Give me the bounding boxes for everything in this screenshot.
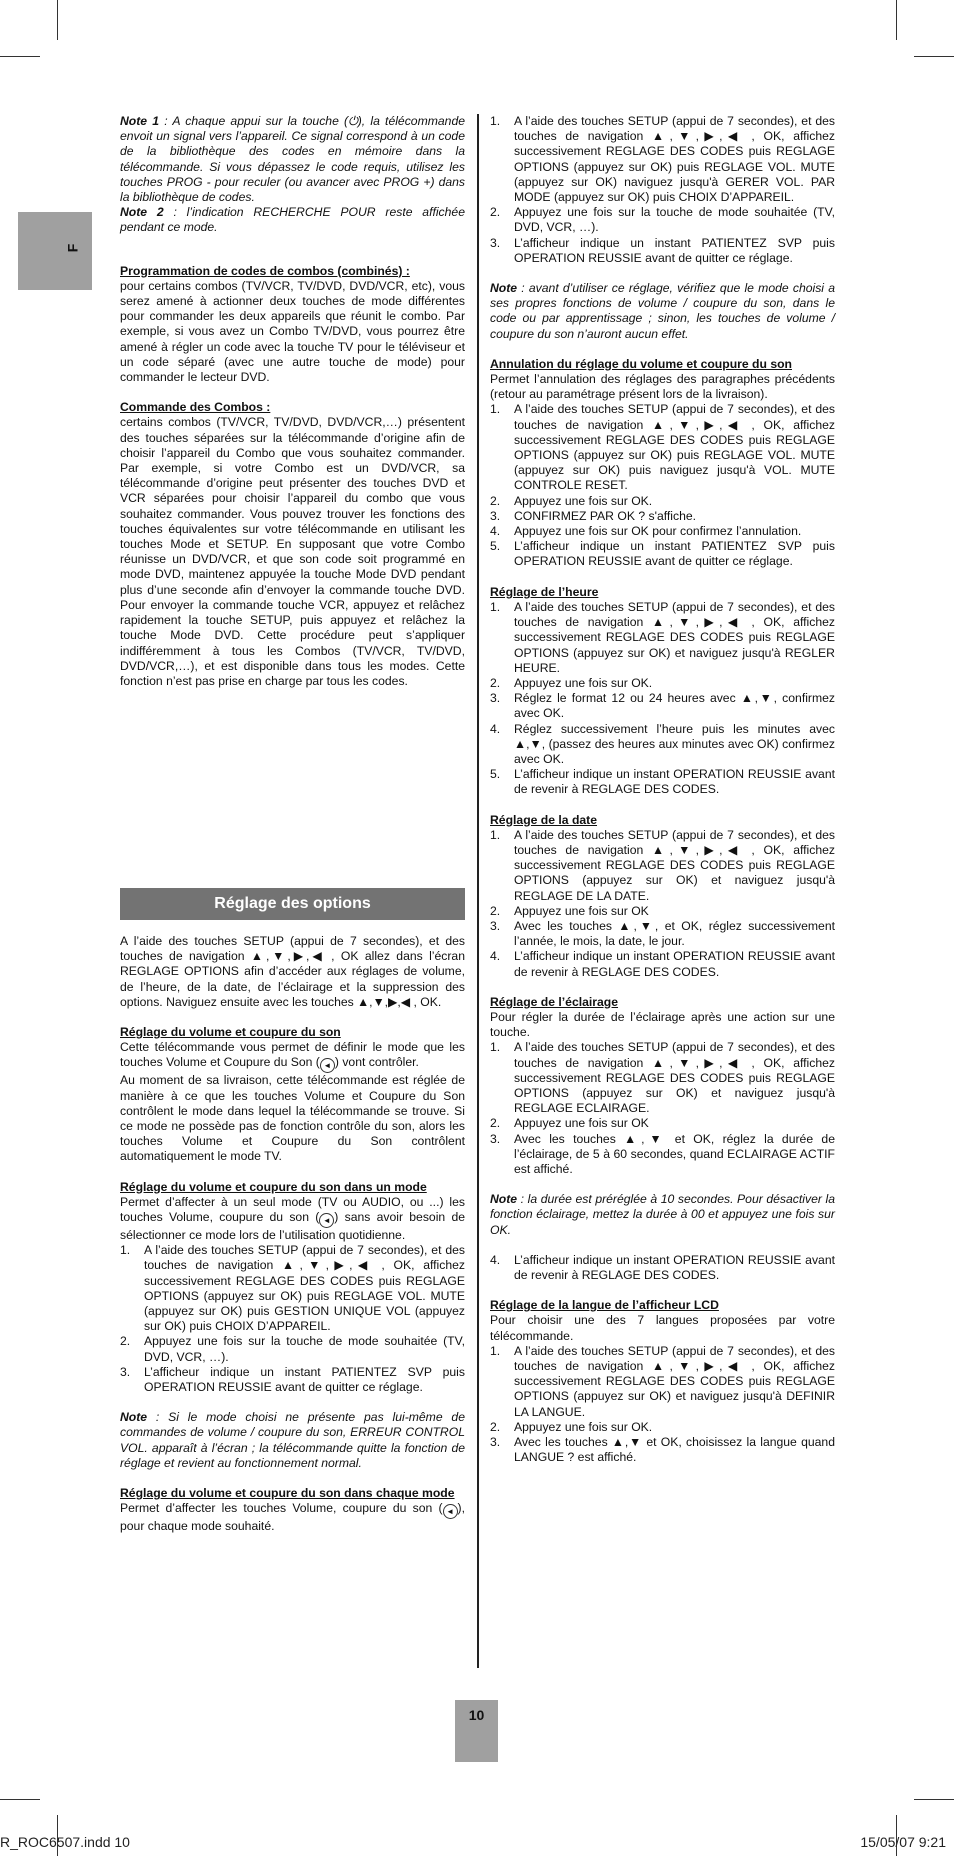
column-separator [477, 114, 479, 1668]
light-heading: Réglage de l’éclairage [490, 994, 619, 1009]
list-item: 1. A l’aide des touches SETUP (appui de 7 secondes), et des touches de navigation ▲,▼,▶,◀ , OK, affichez successivement REGLAGE DES CODES puis REGLAGE OPTIONS (appuyez sur OK) puis REGLAGE VOL. MUTE (appuyez sur OK) naviguez jusqu'à GERER VOL. PAR MODE (appuyez sur OK) puis CHOIX D’APPAREIL. [490, 114, 835, 205]
page-number-label: 10 [468, 1707, 485, 1723]
lang-heading: Réglage de la langue de l’afficheur LCD [490, 1298, 719, 1313]
left-column [120, 114, 465, 689]
list-item: 4. Appuyez une fois sur OK pour confirmez l’annulation. [490, 524, 802, 539]
vol-one-heading: Réglage du volume et coupure du son dans un mode [120, 1179, 427, 1194]
section-banner: Réglage des options [120, 888, 465, 920]
list-item: 3. L’afficheur indique un instant PATIENTEZ SVP puis OPERATION REUSSIE avant de quitter ce réglage. [120, 1364, 465, 1395]
vol-heading: Réglage du volume et coupure du son [120, 1025, 341, 1040]
list-item: 1. A l’aide des touches SETUP (appui de 7 secondes), et des touches de navigation ▲,▼,▶,◀ , OK, affichez successivement REGLAGE DES CODES puis REGLAGE OPTIONS (appuyez sur OK) et naviguez jusqu'à REGLAGE DE LA DATE. [490, 827, 835, 903]
time-heading: Réglage de l’heure [490, 584, 599, 599]
list-item: 3. Avec les touches ▲,▼ et OK, réglez la durée de l’éclairage, de 5 à 60 secondes, quand ECLAIRAGE ACTIF est affiché. [490, 1131, 835, 1176]
list-item: 5. L’afficheur indique un instant PATIENTEZ SVP puis OPERATION REUSSIE avant de quitter ce réglage. [490, 539, 835, 569]
cancel-text: Permet l’annulation des réglages des paragraphes précédents (retour au paramétrage présent lors de la livraison). [490, 372, 835, 402]
speaker-icon: ◄ [443, 1504, 458, 1519]
lang-steps [490, 1344, 835, 1466]
left-column-lower [120, 934, 465, 1535]
speaker-icon: ◄ [320, 1058, 335, 1073]
light-steps [490, 1040, 835, 1177]
list-item: 3. Avec les touches ▲,▼, et OK, réglez successivement l’année, le mois, la date, le jour. [490, 918, 835, 949]
list-item: 5. L’afficheur indique un instant OPERATION REUSSIE avant de revenir à REGLAGE DES CODES. [490, 767, 835, 797]
options-text: A l’aide des touches SETUP (appui de 7 secondes), et des touches de navigation ▲,▼,▶,◀ , OK allez dans l’écran REGLAGE OPTIONS afin d’accéder aux réglages de volume, de l’heure, de la date, de l’éclairage et la suppression des options. Naviguez ensuite avec les touches ▲,▼,▶,◀ , OK. [120, 934, 465, 1009]
vol-text-2: Au moment de sa livraison, cette télécommande est réglée de manière à ce que les touches Volume et Coupure du Son contrôlent le mode dans lequel la télécommande se trouve. Si ce mode ne possède pas de fonction contrôle du son, alors les touches Volume et Coupure du Son contrôlent automatiquement le mode TV. [120, 1073, 465, 1164]
list-item: 2. Appuyez une fois sur la touche de mode souhaitée (TV, DVD, VCR, …). [120, 1334, 465, 1364]
page-number [455, 1700, 498, 1762]
note-3: Note : Si le mode choisi ne présente pas lui-même de commandes de volume / coupure du son, ERREUR CONTROL VOL. apparaît à l’écran ; la télécommande quitte la fonction de réglage et revient au fonctionnement normal. [120, 1410, 465, 1470]
vol-one-text: Permet d’affecter à un seul mode (TV ou AUDIO, ou ...) les touches Volume, coupure du son ( ◄ ) sans avoir besoin de sélectionner ce mode lors de l’utilisation quotidienne. [120, 1194, 465, 1243]
list-item: 4. Réglez successivement l’heure puis les minutes avec ▲,▼, (passez des heures aux minutes avec OK) confirmez avec OK. [490, 721, 835, 766]
crop-mark [914, 1799, 954, 1800]
list-item: 3. CONFIRMEZ PAR OK ? s'affiche. [490, 508, 697, 523]
crop-mark [896, 0, 897, 40]
footer-date: 15/05/07 9:21 [860, 1834, 946, 1850]
list-item: 2. Appuyez une fois sur la touche de mode souhaitée (TV, DVD, VCR, …). [490, 205, 835, 235]
lang-text: Pour choisir une des 7 langues proposées par votre télécommande. [490, 1313, 835, 1343]
list-item: 2. Appuyez une fois sur OK. [490, 1419, 653, 1434]
vol-text-1: Cette télécommande vous permet de définir le mode que les touches Volume et Coupure du Son ( ◄ ) vont contrôler. [120, 1040, 465, 1073]
crop-mark [0, 1799, 40, 1800]
light-step-4 [490, 1253, 835, 1283]
list-item: 2. Appuyez une fois sur OK. [490, 493, 653, 508]
list-item: 2. Appuyez une fois sur OK. [490, 675, 653, 690]
list-item: 4. L’afficheur indique un instant OPERATION REUSSIE avant de revenir à REGLAGE DES CODES. [490, 949, 835, 979]
cancel-heading: Annulation du réglage du volume et coupure du son [490, 356, 792, 371]
date-steps [490, 828, 835, 980]
note-b: Note : la durée est préréglée à 10 secondes. Pour désactiver la fonction éclairage, mettez la durée à 00 et appuyez une fois sur OK. [490, 1192, 835, 1237]
note-a: Note : avant d’utiliser ce réglage, vérifiez que le mode choisi a ses propres fonctions de volume / coupure du son, dans le code ou par apprentissage ; sinon, les touches de volume / coupure du son n’auront aucun effet. [490, 281, 835, 341]
light-text: Pour régler la durée de l’éclairage après une action sur une touche. [490, 1009, 835, 1040]
cancel-steps [490, 402, 835, 569]
language-tab-label: F [64, 243, 81, 253]
combo-prog-heading: Programmation de codes de combos (combinés) : [120, 263, 410, 278]
list-item: 3. L’afficheur indique un instant PATIENTEZ SVP puis OPERATION REUSSIE avant de quitter ce réglage. [490, 235, 835, 265]
combo-cmd-text: certains combos (TV/VCR, TV/DVD, DVD/VCR,…) présentent des touches séparées sur la télécommande d’origine afin de choisir l’appareil du Combo que vous souhaitez commander. Par exemple, si votre Combo est un DVD/VCR, sa télécommande d’origine peut présenter des touches DVD et VCR séparées pour choisir l’appareil du combo que vous souhaitez commander. Vous pouvez trouver les fonctions des touches équivalentes sur votre télécommande en utilisant les touches Mode et SETUP. En supposant que votre Combo réunisse un DVD/VCR, et que son code soit programmé en mode DVD, maintenez appuyée la touche Mode DVD pendant plus d’une seconde afin d’envoyer la commande touche DVD. Pour envoyer la commande touche VCR, appuyez et relâchez rapidement la touche SETUP, puis appuyez et relâchez la touche Mode DVD. Cette procédure peut s’appliquer indifféremment à tous les Combos (TV/VCR, TV/DVD, DVD/VCR,…), et est disponible dans tous les modes. Cette fonction n’est pas prise en charge par tous les codes. [120, 415, 465, 688]
crop-mark [0, 56, 40, 57]
list-item: 1. A l’aide des touches SETUP (appui de 7 secondes), et des touches de navigation ▲,▼,▶,◀ , OK, affichez successivement REGLAGE DES CODES puis REGLAGE OPTIONS (appuyez sur OK) puis REGLAGE VOL. MUTE (appuyez sur OK) puis naviguez jusqu'à VOL. MUTE CONTROLE RESET. [490, 402, 835, 493]
list-item: 1. A l’aide des touches SETUP (appui de 7 secondes), et des touches de navigation ▲,▼,▶,◀ , OK, affichez successivement REGLAGE DES CODES puis REGLAGE OPTIONS (appuyez sur OK) puis REGLAGE VOL. MUTE (appuyez sur OK) puis GESTION UNIQUE VOL (appuyez sur OK) puis CHOIX D’APPAREIL. [120, 1243, 465, 1334]
combo-prog-text: pour certains combos (TV/VCR, TV/DVD, DVD/VCR, etc), vous serez amené à actionner deux touches de mode différentes pour commander les deux appareils que réunit le combo. Par exemple, si vous avez un Combo TV/DVD, vous pourrez être amené à régler un code avec la touche TV pour le téléviseur et un code séparé (avec une autre touche de mode) pour commander le lecteur DVD. [120, 278, 465, 385]
crop-mark [57, 0, 58, 40]
list-item: 2. Appuyez une fois sur OK [490, 903, 649, 918]
list-item: 2. Appuyez une fois sur OK [490, 1116, 649, 1131]
vol-each-heading: Réglage du volume et coupure du son dans chaque mode [120, 1486, 455, 1501]
combo-cmd-heading: Commande des Combos : [120, 400, 271, 415]
time-steps [490, 600, 835, 798]
list-item: 3. Avec les touches ▲,▼ et OK, choisissez la langue quand LANGUE ? est affiché. [490, 1435, 835, 1465]
list-item: 1. A l’aide des touches SETUP (appui de 7 secondes), et des touches de navigation ▲,▼,▶,◀ , OK, affichez successivement REGLAGE DES CODES puis REGLAGE OPTIONS (appuyez sur OK) et naviguez jusqu'à REGLAGE ECLAIRAGE. [490, 1040, 835, 1116]
list-item: 1. A l’aide des touches SETUP (appui de 7 secondes), et des touches de navigation ▲,▼,▶,◀ , OK, affichez successivement REGLAGE DES CODES puis REGLAGE OPTIONS (appuyez sur OK) et naviguez jusqu'à REGLER HEURE. [490, 599, 835, 675]
footer-file: R_ROC6507.indd 10 [0, 1834, 130, 1850]
crop-mark [914, 56, 954, 57]
language-tab [18, 212, 92, 290]
note-2: Note 2 : l’indication RECHERCHE POUR reste affichée pendant ce mode. [120, 205, 465, 235]
list-item: 3. Réglez le format 12 ou 24 heures avec ▲,▼, confirmez avec OK. [490, 691, 835, 721]
list-item: 1. A l’aide des touches SETUP (appui de 7 secondes), et des touches de navigation ▲,▼,▶,◀ , OK, affichez successivement REGLAGE DES CODES puis REGLAGE OPTIONS (appuyez sur OK) et naviguez jusqu'à DEFINIR LA LANGUE. [490, 1343, 835, 1419]
vol-one-steps [120, 1243, 465, 1395]
date-heading: Réglage de la date [490, 812, 598, 827]
steps-a [490, 114, 835, 266]
list-item: 4. L’afficheur indique un instant OPERATION REUSSIE avant de revenir à REGLAGE DES CODES. [490, 1252, 835, 1283]
right-column [490, 114, 835, 1465]
speaker-icon: ◄ [319, 1213, 334, 1228]
note-1: Note 1 : A chaque appui sur la touche (⏻), la télécommande envoit un signal vers l’appareil. Ce signal correspond à un code de la bibliothèque des codes en mémoire dans la télécommande. Si vous dépassez le code requis, utilisez les touches PROG - pour reculer (ou avancer avec PROG +) dans la bibliothèque de codes. [120, 114, 465, 205]
vol-each-text: Permet d’affecter les touches Volume, coupure du son ( ◄ ), pour chaque mode souhaité. [120, 1501, 465, 1534]
